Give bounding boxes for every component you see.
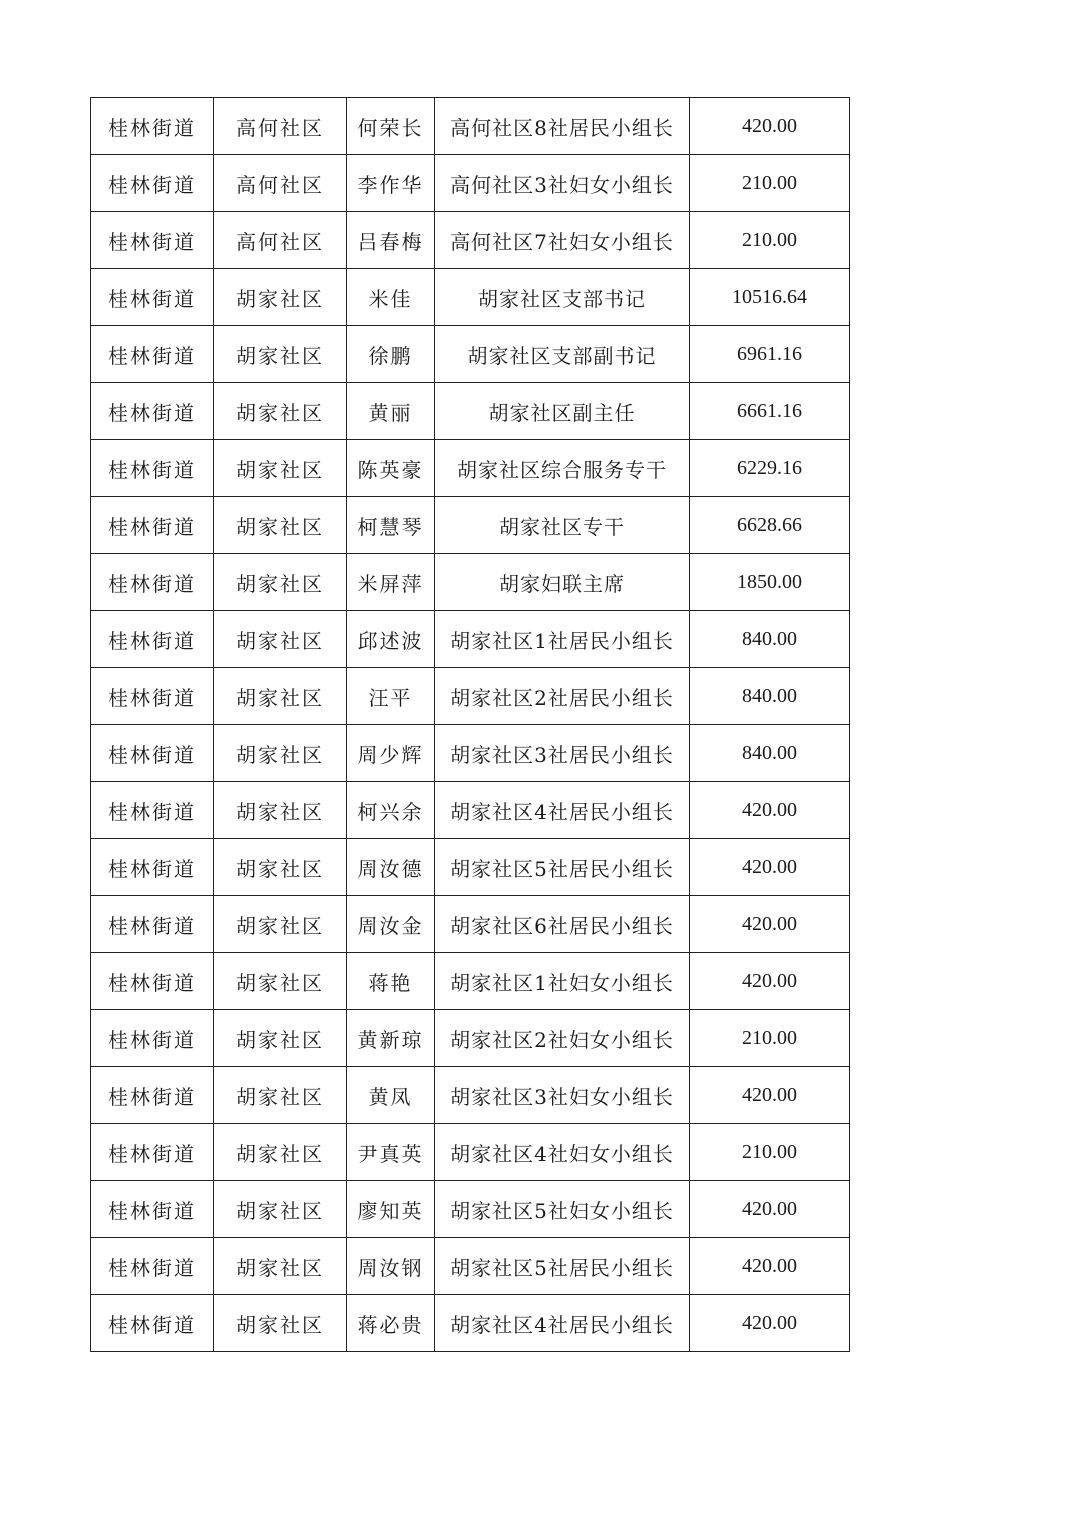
- cell-street: 桂林街道: [91, 725, 214, 782]
- cell-amount: 420.00: [690, 953, 850, 1010]
- table-row: [91, 155, 850, 212]
- cell-amount: 210.00: [690, 1010, 850, 1067]
- cell-street: 桂林街道: [91, 1181, 214, 1238]
- cell-street: 桂林街道: [91, 839, 214, 896]
- cell-position: 胡家社区5社居民小组长: [435, 839, 690, 896]
- cell-name: 柯慧琴: [347, 497, 435, 554]
- cell-name: 尹真英: [347, 1124, 435, 1181]
- cell-amount: 1850.00: [690, 554, 850, 611]
- cell-name: 徐鹏: [347, 326, 435, 383]
- cell-community: 胡家社区: [214, 1181, 347, 1238]
- cell-street: 桂林街道: [91, 1238, 214, 1295]
- cell-street: 桂林街道: [91, 383, 214, 440]
- cell-position: 胡家社区综合服务专干: [435, 440, 690, 497]
- cell-name: 廖知英: [347, 1181, 435, 1238]
- cell-community: 胡家社区: [214, 1238, 347, 1295]
- table-row: [91, 1295, 850, 1352]
- cell-community: 胡家社区: [214, 782, 347, 839]
- cell-street: 桂林街道: [91, 1067, 214, 1124]
- table-row: [91, 668, 850, 725]
- cell-amount: 10516.64: [690, 269, 850, 326]
- cell-position: 胡家社区3社妇女小组长: [435, 1067, 690, 1124]
- cell-position: 胡家社区2社妇女小组长: [435, 1010, 690, 1067]
- table-row: [91, 1238, 850, 1295]
- cell-amount: 840.00: [690, 725, 850, 782]
- cell-position: 胡家妇联主席: [435, 554, 690, 611]
- cell-street: 桂林街道: [91, 1295, 214, 1352]
- cell-position: 胡家社区1社居民小组长: [435, 611, 690, 668]
- table-row: [91, 725, 850, 782]
- cell-position: 胡家社区5社妇女小组长: [435, 1181, 690, 1238]
- cell-amount: 420.00: [690, 782, 850, 839]
- cell-position: 胡家社区4社居民小组长: [435, 1295, 690, 1352]
- cell-street: 桂林街道: [91, 326, 214, 383]
- cell-amount: 420.00: [690, 839, 850, 896]
- cell-community: 高何社区: [214, 155, 347, 212]
- cell-community: 胡家社区: [214, 839, 347, 896]
- cell-position: 胡家社区副主任: [435, 383, 690, 440]
- cell-name: 米佳: [347, 269, 435, 326]
- cell-name: 黄丽: [347, 383, 435, 440]
- cell-street: 桂林街道: [91, 269, 214, 326]
- cell-community: 胡家社区: [214, 554, 347, 611]
- cell-community: 胡家社区: [214, 1124, 347, 1181]
- table-row: [91, 1067, 850, 1124]
- cell-name: 李作华: [347, 155, 435, 212]
- cell-name: 米屏萍: [347, 554, 435, 611]
- cell-amount: 6628.66: [690, 497, 850, 554]
- cell-street: 桂林街道: [91, 497, 214, 554]
- table-row: [91, 98, 850, 155]
- cell-community: 胡家社区: [214, 1295, 347, 1352]
- cell-community: 胡家社区: [214, 269, 347, 326]
- cell-community: 胡家社区: [214, 440, 347, 497]
- table-row: [91, 1124, 850, 1181]
- table-row: [91, 782, 850, 839]
- table-row: [91, 212, 850, 269]
- cell-community: 胡家社区: [214, 497, 347, 554]
- cell-community: 胡家社区: [214, 953, 347, 1010]
- cell-position: 胡家社区3社居民小组长: [435, 725, 690, 782]
- table-row: [91, 896, 850, 953]
- cell-community: 胡家社区: [214, 1067, 347, 1124]
- cell-name: 周汝钢: [347, 1238, 435, 1295]
- cell-amount: 420.00: [690, 1238, 850, 1295]
- cell-position: 高何社区8社居民小组长: [435, 98, 690, 155]
- cell-position: 胡家社区4社居民小组长: [435, 782, 690, 839]
- cell-amount: 6661.16: [690, 383, 850, 440]
- table-row: [91, 953, 850, 1010]
- table-row: [91, 1010, 850, 1067]
- table-row: [91, 326, 850, 383]
- cell-street: 桂林街道: [91, 953, 214, 1010]
- table-row: [91, 554, 850, 611]
- cell-street: 桂林街道: [91, 98, 214, 155]
- cell-name: 蒋必贵: [347, 1295, 435, 1352]
- cell-street: 桂林街道: [91, 782, 214, 839]
- cell-community: 胡家社区: [214, 383, 347, 440]
- cell-name: 黄新琼: [347, 1010, 435, 1067]
- cell-street: 桂林街道: [91, 611, 214, 668]
- cell-community: 高何社区: [214, 98, 347, 155]
- cell-position: 胡家社区1社妇女小组长: [435, 953, 690, 1010]
- cell-street: 桂林街道: [91, 1010, 214, 1067]
- cell-position: 胡家社区4社妇女小组长: [435, 1124, 690, 1181]
- table-row: [91, 611, 850, 668]
- table-row: [91, 1181, 850, 1238]
- cell-name: 吕春梅: [347, 212, 435, 269]
- cell-position: 高何社区3社妇女小组长: [435, 155, 690, 212]
- cell-position: 高何社区7社妇女小组长: [435, 212, 690, 269]
- salary-table: [90, 97, 850, 1352]
- cell-name: 周少辉: [347, 725, 435, 782]
- cell-street: 桂林街道: [91, 440, 214, 497]
- cell-name: 周汝德: [347, 839, 435, 896]
- cell-amount: 6961.16: [690, 326, 850, 383]
- cell-position: 胡家社区5社居民小组长: [435, 1238, 690, 1295]
- cell-community: 高何社区: [214, 212, 347, 269]
- cell-name: 柯兴余: [347, 782, 435, 839]
- cell-amount: 6229.16: [690, 440, 850, 497]
- cell-amount: 420.00: [690, 896, 850, 953]
- cell-amount: 420.00: [690, 1067, 850, 1124]
- cell-amount: 420.00: [690, 1181, 850, 1238]
- cell-amount: 420.00: [690, 1295, 850, 1352]
- cell-position: 胡家社区2社居民小组长: [435, 668, 690, 725]
- cell-name: 周汝金: [347, 896, 435, 953]
- cell-amount: 210.00: [690, 212, 850, 269]
- cell-position: 胡家社区6社居民小组长: [435, 896, 690, 953]
- table-body: [91, 98, 850, 1352]
- cell-position: 胡家社区专干: [435, 497, 690, 554]
- cell-community: 胡家社区: [214, 668, 347, 725]
- table-row: [91, 497, 850, 554]
- cell-name: 邱述波: [347, 611, 435, 668]
- cell-amount: 210.00: [690, 155, 850, 212]
- cell-community: 胡家社区: [214, 326, 347, 383]
- cell-street: 桂林街道: [91, 554, 214, 611]
- cell-name: 黄凤: [347, 1067, 435, 1124]
- cell-street: 桂林街道: [91, 155, 214, 212]
- table-row: [91, 839, 850, 896]
- table-row: [91, 440, 850, 497]
- cell-name: 何荣长: [347, 98, 435, 155]
- cell-street: 桂林街道: [91, 1124, 214, 1181]
- table-row: [91, 383, 850, 440]
- cell-street: 桂林街道: [91, 212, 214, 269]
- cell-community: 胡家社区: [214, 611, 347, 668]
- cell-community: 胡家社区: [214, 896, 347, 953]
- cell-amount: 420.00: [690, 98, 850, 155]
- table-row: [91, 269, 850, 326]
- cell-community: 胡家社区: [214, 1010, 347, 1067]
- cell-community: 胡家社区: [214, 725, 347, 782]
- cell-name: 汪平: [347, 668, 435, 725]
- cell-amount: 840.00: [690, 611, 850, 668]
- cell-amount: 210.00: [690, 1124, 850, 1181]
- cell-position: 胡家社区支部书记: [435, 269, 690, 326]
- cell-street: 桂林街道: [91, 668, 214, 725]
- cell-street: 桂林街道: [91, 896, 214, 953]
- cell-position: 胡家社区支部副书记: [435, 326, 690, 383]
- cell-name: 蒋艳: [347, 953, 435, 1010]
- cell-name: 陈英豪: [347, 440, 435, 497]
- cell-amount: 840.00: [690, 668, 850, 725]
